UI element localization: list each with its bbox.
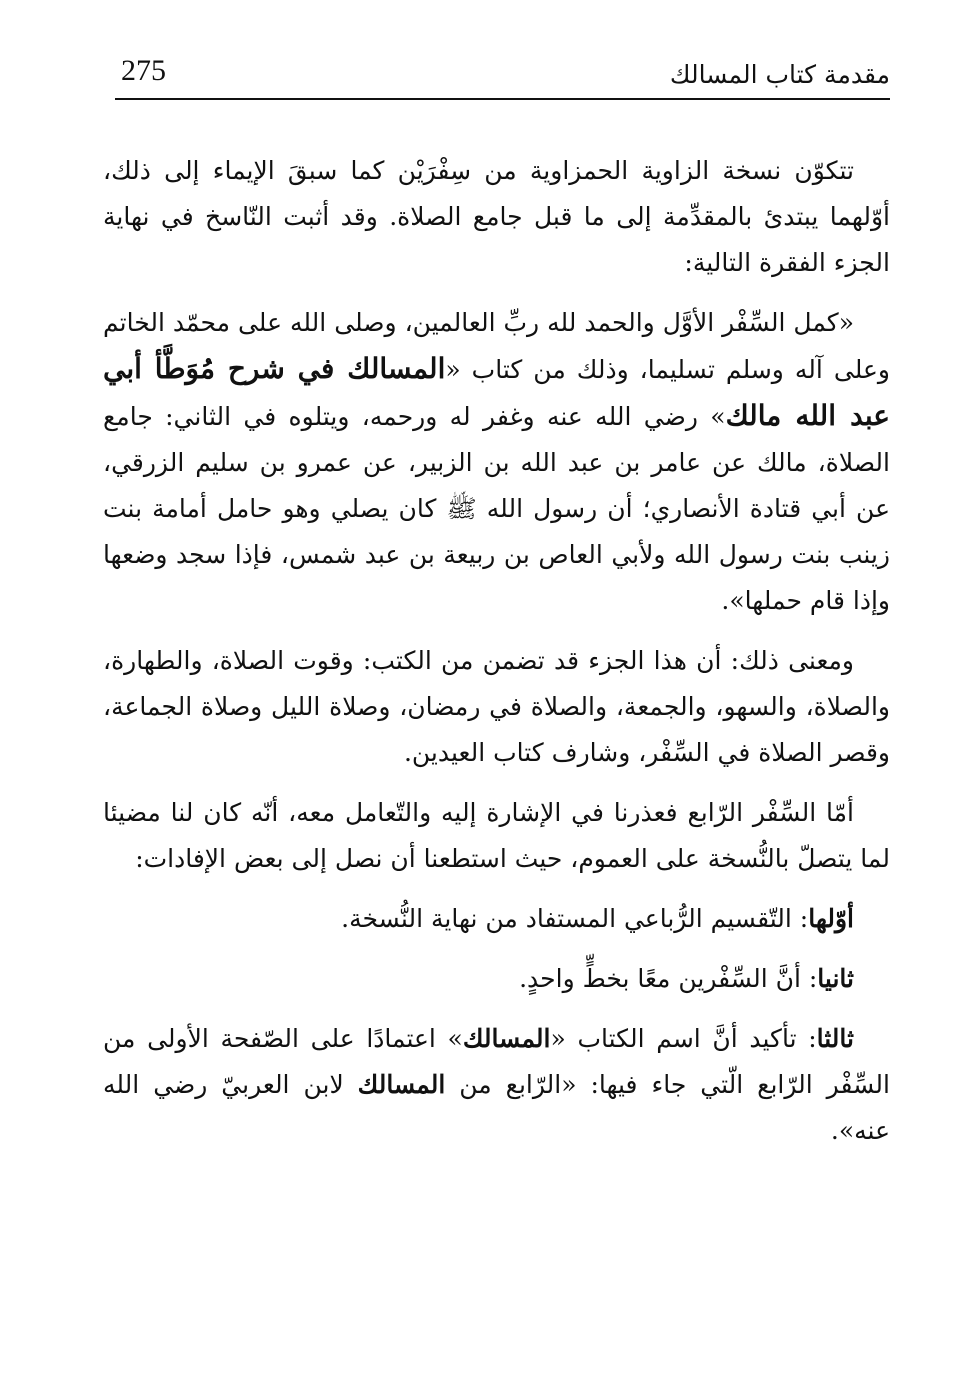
item-text: : أنَّ السِّفْرين معًا بخطٍّ واحدٍ. bbox=[519, 964, 818, 993]
item-text: : التّقسيم الرُّباعي المستفاد من نهاية النُّسخة. bbox=[341, 904, 809, 933]
paragraph-text: تتكوّن نسخة الزاوية الحمزاوية من سِفْرَيْن كما سبقَ الإيماء إلى ذلك، أوّلهما يبتدئ بالمقدِّمة إلى ما قبل جامع الصلاة. وقد أثبت النّاسخ في نهاية الجزء الفقرة التالية: bbox=[103, 156, 890, 277]
book-name-second: المسالك bbox=[357, 1070, 446, 1099]
item-text-end: لابن العربيّ رضي الله عنه». bbox=[103, 1070, 890, 1145]
item-label: ثالثا bbox=[816, 1024, 854, 1053]
page-number: 275 bbox=[121, 54, 166, 87]
paragraph-fourth-volume bbox=[103, 790, 890, 882]
list-item-second bbox=[103, 956, 854, 1002]
item-text-start: : تأكيد أنَّ اسم الكتاب « bbox=[550, 1024, 817, 1053]
list-item-first bbox=[103, 896, 854, 942]
quote-text-end: » رضي الله عنه وغفر له ورحمه، ويتلوه في الثاني: جامع الصلاة، مالك عن عامر بن عبد الله بن الزبير، عن عمرو بن سليم الزرقي، عن أبي قتادة الأنصاري؛ أن رسول الله ﷺ كان يصلي وهو حامل أمامة بنت زينب بنت رسول الله ولأبي العاص بن ربيعة بن عبد شمس، فإذا سجد وضعها وإذا قام حملها». bbox=[103, 402, 890, 615]
item-label: ثانيا bbox=[817, 964, 854, 993]
page-body bbox=[103, 148, 890, 1168]
book-title: المسالك في شرح مُوَطَّأ أبي عبد الله مالك bbox=[103, 352, 890, 432]
book-name: المسالك bbox=[462, 1024, 551, 1053]
item-text-middle: » اعتمادًا على الصّفحة الأولى من السِّفْر الرّابع الّتي جاء فيها: «الرّابع من bbox=[103, 1024, 890, 1099]
paragraph-colophon-quote bbox=[103, 300, 890, 624]
running-title: مقدمة كتاب المسالك bbox=[669, 60, 890, 89]
paragraph-text: ومعنى ذلك: أن هذا الجزء قد تضمن من الكتب: وقوت الصلاة، والطهارة، والصلاة، والسهو، والجمعة، والصلاة في رمضان، وصلاة الليل وصلاة الجماعة، وقصر الصلاة في السِّفْر، وشارف كتاب العيدين. bbox=[103, 646, 890, 767]
item-label: أوّلها bbox=[808, 904, 854, 933]
paragraph-manuscript-description bbox=[103, 148, 890, 286]
list-item-third bbox=[103, 1016, 890, 1154]
paragraph-text: أمّا السِّفْر الرّابع فعذرنا في الإشارة إليه والتّعامل معه، أنّه كان لنا مضيئا لما يتصلّ بالنُّسخة على العموم، حيث استطعنا أن نصل إلى بعض الإفادات: bbox=[103, 798, 890, 873]
quote-text-start: «كمل السِّفْر الأوَّل والحمد لله ربِّ العالمين، وصلى الله على محمّد الخاتم وعلى آله وسلم تسليما، وذلك من كتاب « bbox=[103, 308, 890, 384]
page-header bbox=[115, 52, 890, 100]
paragraph-contents bbox=[103, 638, 890, 776]
